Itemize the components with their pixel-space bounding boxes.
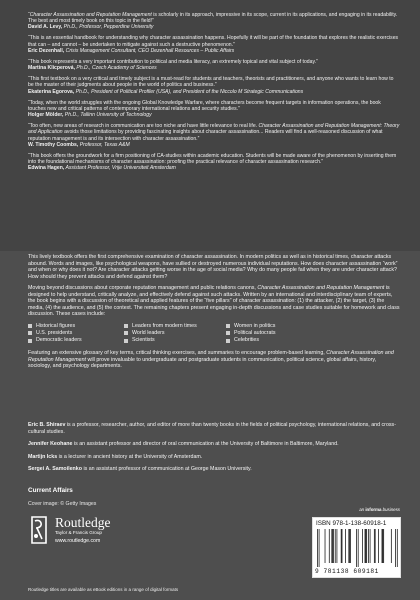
- endorser-name: Holger Mölder,: [28, 112, 64, 119]
- endorser-name: W. Timothy Coombs,: [28, 141, 79, 148]
- quote-attribution: [28, 24, 400, 30]
- author-name: Sergei A. Samoilenko: [28, 466, 82, 472]
- endorser-role: Professor, Texas A&M: [78, 141, 130, 148]
- barcode-bar: [382, 529, 383, 563]
- cases-list: [28, 323, 400, 345]
- author-description: is an assistant professor of communication at George Mason University.: [81, 466, 252, 472]
- endorser-name: David A. Levy,: [28, 24, 63, 31]
- subject-category: Current Affairs: [28, 487, 73, 494]
- barcode-bar: [358, 529, 359, 567]
- barcode-icon: [317, 529, 398, 567]
- case-item: [124, 323, 220, 330]
- barcode-bar: [383, 529, 384, 563]
- author-description: is a lecturer in ancient history at the University of Amsterdam.: [57, 453, 203, 460]
- author-bio: [28, 454, 400, 461]
- isbn-number: ISBN 978-1-138-60918-1: [316, 520, 387, 527]
- text-run: “This book represents a very important contribution to political and media literacy, an extremely topical and vital subject of today.”: [28, 58, 318, 65]
- quote-text: [28, 35, 400, 47]
- case-label: U.S. presidents: [36, 329, 73, 336]
- quote-attribution: [28, 65, 400, 71]
- barcode-bar: [362, 529, 363, 563]
- quotes-list: [28, 12, 400, 249]
- barcode-bar: [374, 529, 375, 563]
- bullet-icon: [124, 324, 128, 328]
- author-bio: [28, 422, 400, 435]
- barcode-bar: [370, 529, 371, 563]
- bullet-icon: [226, 339, 230, 343]
- barcode-bar: [337, 529, 338, 563]
- author-bio: [28, 466, 400, 473]
- text-run: “Too often, new areas of research in communication are too niche and have little relevance to real life.: [28, 123, 259, 130]
- barcode-bar: [382, 529, 383, 563]
- endorser-role: Ph.D., Czech Academy of Sciences: [75, 65, 157, 72]
- barcode-bar: [349, 529, 350, 563]
- endorsement-quote: [28, 35, 400, 53]
- text-run: Featuring an extensive glossary of key terms, critical thinking exercises, and summaries to encourage problem-based learning,: [28, 350, 327, 357]
- barcode-bar: [325, 529, 326, 563]
- barcode-panel: [312, 517, 401, 578]
- endorsement-quote: [28, 12, 400, 30]
- barcode-bar: [329, 529, 330, 563]
- publisher-name: Routledge: [55, 515, 111, 530]
- quote-text: [28, 100, 400, 112]
- informa-tagline: an informa business: [359, 507, 400, 512]
- case-label: Historical figures: [36, 322, 76, 329]
- case-label: Leaders from modern times: [132, 322, 197, 329]
- text-run: “This first textbook on a very critical and timely subject is a must-read for students and teachers, theorists and practitioners, and anyone who wants to learn how to be the master of their judgments about people in the world of politics and business.”: [28, 76, 394, 89]
- quote-attribution: [28, 142, 400, 148]
- text-run: “Today, when the world struggles with the ongoing Global Knowledge Warfare, where characters become frequent targets in information operations, the book touches new and critical patterns of contemporary international relations and security studies.”: [28, 99, 381, 112]
- barcode-bar: [397, 529, 398, 567]
- author-name: Eric B. Shiraev: [28, 422, 66, 428]
- text-run: “: [28, 12, 30, 18]
- publisher-url[interactable]: www.routledge.com: [55, 538, 101, 544]
- text-run: “This book offers the groundwork for a firm positioning of CA-studies within academic education. Students will be made aware of the phenomenon by inserting them into the foundational mechanisms of character assassination: proofing the practical relevance of character assassination research.”: [28, 152, 397, 165]
- italic-title: Character Assassination and Reputation Management: [28, 350, 394, 363]
- case-item: [124, 337, 220, 344]
- book-description: [28, 254, 400, 375]
- ean-digits: 9 781138 609181: [315, 568, 379, 575]
- barcode-bar: [368, 529, 369, 563]
- publisher-logo: [28, 510, 168, 550]
- endorsement-quote: [28, 153, 400, 171]
- case-label: Celebrities: [234, 337, 260, 344]
- barcode-bar: [331, 529, 332, 563]
- endorsements: [28, 12, 400, 249]
- text-run: avoids those limitations by providing fascinating insights about character assassination... Readers will find a well-reasoned discussion of what reputation management is and its intersection with character assassination.”: [28, 129, 383, 142]
- author-description: is a professor, researcher, author, and editor of more than twenty books in the fields of political psychology, international relations, and cross-cultural studies.: [28, 422, 396, 435]
- case-label: World leaders: [132, 329, 165, 336]
- barcode-bar: [365, 529, 366, 563]
- barcode-bar: [342, 529, 343, 563]
- bullet-icon: [28, 331, 32, 335]
- description-paragraph-1: This lively textbook offers the first comprehensive examination of character assassination. In modern politics as well as in historical times, character attacks abound. Words and images, like psychological weapons, have sullied or destroyed numerous individual reputations. How does character assassination “work” and when or why does it not? Are character attacks getting worse in the age of social media? Why do many people fail when they are under character attack? How should they prevent attacks and defend against them?: [28, 254, 398, 280]
- author-name: Martijn Icks: [28, 453, 58, 460]
- endorsement-quote: [28, 100, 400, 118]
- author-name: Jennifer Keohane: [28, 441, 73, 447]
- case-label: Women in politics: [234, 322, 276, 329]
- endorser-role: Ph.D., President of Political Profiler (USA), and President of the Niccolo M Strategic Communications: [74, 88, 304, 95]
- barcode-bar: [375, 529, 376, 563]
- italic-title: Character Assassination and Reputation Management: Theory and Application: [28, 123, 400, 136]
- barcode-bar: [378, 529, 379, 563]
- endorsement-quote: [28, 59, 400, 71]
- quote-text: [28, 153, 400, 165]
- publisher-group: Taylor & Francis Group: [55, 530, 102, 535]
- description-paragraph-2: [28, 285, 400, 318]
- author-bios: [28, 422, 400, 479]
- endorser-name: Martina Klicperová,: [28, 65, 75, 72]
- case-item: [28, 323, 118, 330]
- endorser-name: Eric Dezenhall,: [28, 47, 65, 54]
- case-item: [226, 323, 356, 330]
- bullet-icon: [124, 339, 128, 343]
- quote-attribution: [28, 165, 400, 171]
- author-bio: [28, 441, 400, 448]
- endorser-role: Ph.D., Tallinn University of Technology: [63, 112, 152, 119]
- author-description: is an assistant professor and director of oral communication at the University of Baltimore in Baltimore, Maryland.: [72, 441, 339, 447]
- bullet-icon: [226, 331, 230, 335]
- endorser-role: Crisis Management Consultant, CEO Dezenhall Resources – Public Affairs: [64, 47, 235, 54]
- text-run: will prove invaluable to undergraduate and postgraduate students in communication, political science, global affairs, history, sociology, and psychology departments.: [28, 356, 377, 370]
- quote-attribution: [28, 89, 400, 95]
- barcode-bar: [317, 529, 318, 567]
- publisher-text: [55, 516, 111, 544]
- endorser-role: Ph.D., Professor, Pepperdine University: [62, 24, 154, 31]
- quote-attribution: [28, 48, 400, 54]
- italic-title: Character Assassination and Reputation Management: [29, 12, 152, 18]
- barcode-bar: [350, 529, 351, 563]
- case-label: Scientists: [132, 337, 155, 344]
- barcode-bar: [348, 529, 349, 563]
- barcode-bar: [341, 529, 342, 563]
- barcode-bar: [366, 529, 367, 563]
- barcode-bar: [395, 529, 396, 567]
- quote-text: [28, 12, 400, 24]
- text-run: “This is an essential handbook for understanding why character assassination happens. Hopefully it will be part of the foundation that explores the realistic exercises that can – and cannot – be undertaken to mitigate against such a destructive phenomenon.”: [28, 35, 399, 48]
- endorser-name: Ekaterina Egorova,: [28, 88, 75, 95]
- bullet-icon: [124, 331, 128, 335]
- endorser-name: Edwina Hagen,: [28, 165, 65, 172]
- barcode-bar: [356, 529, 357, 567]
- bullet-icon: [28, 339, 32, 343]
- ebook-note: Routledge titles are available as eBook editions in a range of digital formats: [28, 587, 179, 592]
- quote-text: [28, 123, 400, 141]
- cover-credit: Cover image: © Getty Images: [28, 501, 97, 507]
- barcode-bar: [333, 529, 334, 563]
- description-paragraph-3: [28, 350, 400, 370]
- italic-title: Character Assassination and Reputation Management: [257, 285, 385, 291]
- quote-attribution: [28, 112, 400, 118]
- case-label: Political autocrats: [234, 329, 276, 336]
- endorsement-quote: [28, 76, 400, 94]
- case-item: [28, 337, 118, 344]
- case-item: [28, 330, 118, 337]
- endorsement-quote: [28, 123, 400, 148]
- case-label: Democratic leaders: [36, 337, 82, 344]
- barcode-bar: [365, 529, 366, 563]
- case-item: [226, 330, 356, 337]
- endorser-role: Assistant Professor, Vrije Universiteit Amsterdam: [64, 165, 176, 172]
- barcode-bar: [335, 529, 336, 563]
- barcode-bar: [319, 529, 320, 567]
- bullet-icon: [28, 324, 32, 328]
- barcode-bar: [391, 529, 392, 563]
- barcode-bar: [332, 529, 333, 563]
- text-run: Moving beyond discussions about corporate reputation management and public relations canons,: [28, 285, 258, 291]
- case-item: [124, 330, 220, 337]
- quote-text: [28, 76, 400, 88]
- text-run: is designed to help understand, critically analyze, and effectively defend against such attacks. Written by an international and interdisciplinary team of experts, the book begins with a discussion of theoretical and applied features of the “five pillars” of character assassination: (1) the attacker, (2) the target, (3) the media, (4) the audience, and (5) the context. The remaining chapters present engaging in-depth discussions and case studies suitable for homework and class discussion. These cases include:: [28, 285, 400, 317]
- case-item: [226, 337, 356, 344]
- barcode-bar: [345, 529, 346, 563]
- bullet-icon: [226, 324, 230, 328]
- text-run: is scholarly in its approach, impressive in its scope, current in its applications, and engaging in its readability. The best and most timely book on this topic in the field!”: [28, 12, 398, 25]
- routledge-logo-icon: [28, 515, 50, 545]
